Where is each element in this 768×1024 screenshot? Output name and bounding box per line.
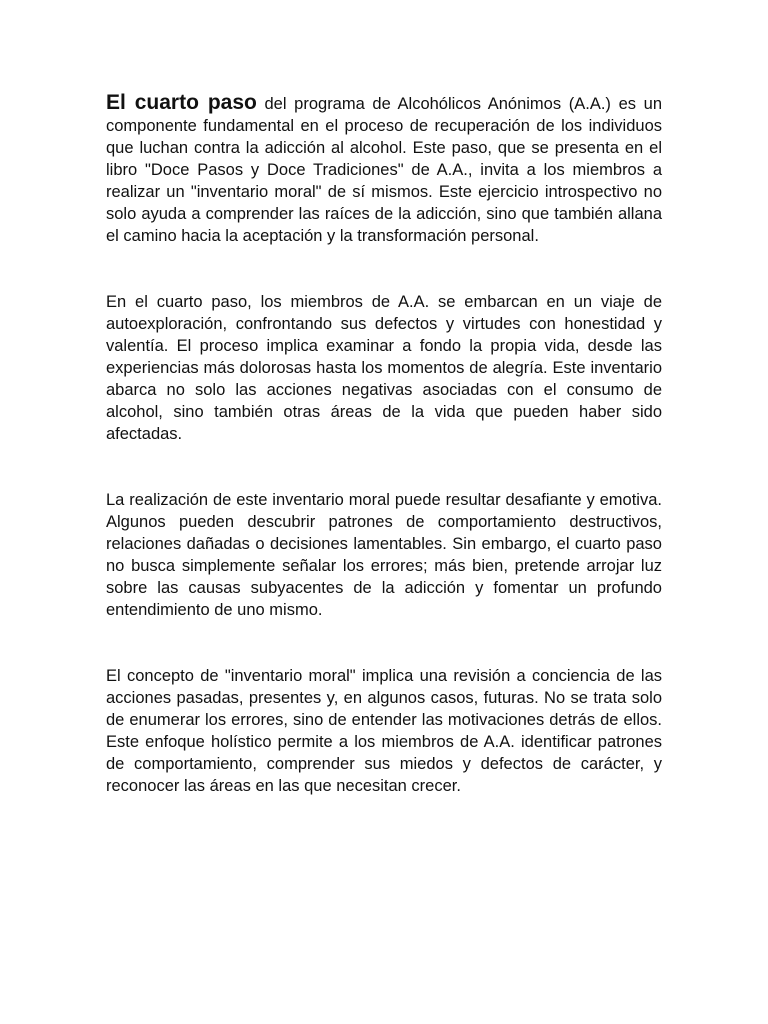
lead-heading: El cuarto paso [106, 91, 257, 114]
paragraph-4: El concepto de "inventario moral" implica una revisión a conciencia de las acciones pasadas, presentes y, en algunos casos, futuras. No se trata solo de enumerar los errores, sino de entender las motivaciones detrás de ellos. Este enfoque holístico permite a los miembros de A.A. identificar patrones de comportamiento, comprender sus miedos y defectos de carácter, y reconocer las áreas en las que necesitan crecer. [106, 667, 662, 795]
paragraph-1-text: del programa de Alcohólicos Anónimos (A.A.) es un componente fundamental en el proceso de recuperación de los individuos que luchan contra la adicción al alcohol. Este paso, que se presenta en el libro "Doce Pasos y Doce Tradiciones" de A.A., invita a los miembros a realizar un "inventario moral" de sí mismos. Este ejercicio introspectivo no solo ayuda a comprender las raíces de la adicción, sino que también allana el camino hacia la aceptación y la transformación personal. [106, 95, 663, 245]
document-page [106, 92, 662, 797]
paragraph-1 [106, 92, 662, 247]
paragraph-2: En el cuarto paso, los miembros de A.A. se embarcan en un viaje de autoexploración, confrontando sus defectos y virtudes con honestidad y valentía. El proceso implica examinar a fondo la propia vida, desde las experiencias más dolorosas hasta los momentos de alegría. Este inventario abarca no solo las acciones negativas asociadas con el consumo de alcohol, sino también otras áreas de la vida que pueden haber sido afectadas. [106, 293, 662, 443]
paragraph-3: La realización de este inventario moral puede resultar desafiante y emotiva. Algunos pueden descubrir patrones de comportamiento destructivos, relaciones dañadas o decisiones lamentables. Sin embargo, el cuarto paso no busca simplemente señalar los errores; más bien, pretende arrojar luz sobre las causas subyacentes de la adicción y fomentar un profundo entendimiento de uno mismo. [106, 491, 662, 619]
